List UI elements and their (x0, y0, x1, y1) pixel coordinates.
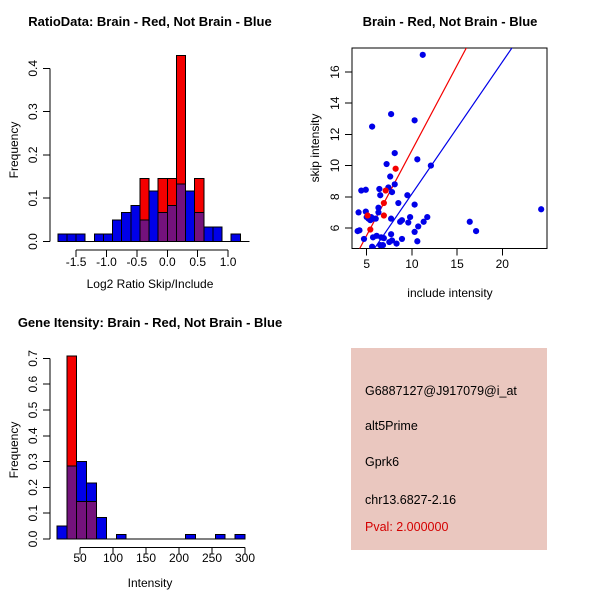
tick-label: 1.0 (219, 255, 237, 269)
histogram-bar (77, 462, 87, 502)
data-point-blue (467, 219, 473, 225)
data-point-blue (376, 186, 382, 192)
gene-name-text: Gprk6 (365, 455, 400, 469)
splice-type-text: alt5Prime (365, 419, 418, 433)
histogram-bar (116, 535, 126, 539)
histogram-bar (158, 179, 167, 213)
data-point-red (383, 187, 389, 193)
histogram-bar (140, 220, 149, 242)
data-point-blue (377, 192, 383, 198)
histogram-bar (113, 220, 122, 242)
panel-ratio-histogram (0, 0, 300, 300)
tick-label: 16 (328, 65, 342, 79)
data-point-blue (388, 111, 394, 117)
data-point-red (365, 212, 371, 218)
tick-label: 12 (328, 127, 342, 142)
tick-label: 0.1 (26, 189, 40, 207)
tick-label: 10 (328, 158, 342, 173)
data-point-blue (415, 223, 421, 229)
panel-gene-histogram (0, 300, 300, 600)
data-point-blue (388, 231, 394, 237)
histogram-bar (131, 206, 140, 242)
tick-label: 150 (135, 551, 157, 565)
panel-gene-info (300, 300, 600, 600)
tick-label: 0.0 (26, 233, 40, 250)
histogram-bar (87, 502, 97, 539)
data-point-blue (397, 219, 403, 225)
tick-label: -1.0 (96, 255, 117, 269)
panel-scatter (300, 0, 600, 300)
gene-histogram-ylabel: Frequency (7, 421, 21, 479)
data-point-blue (414, 238, 420, 244)
histogram-bar (167, 179, 176, 206)
tick-label: 20 (495, 257, 509, 271)
data-point-blue (393, 241, 399, 247)
tick-label: -0.5 (126, 255, 148, 269)
data-point-blue (389, 189, 395, 195)
ratio-histogram-title: RatioData: Brain - Red, Not Brain - Blue (28, 14, 272, 29)
data-point-blue (412, 229, 418, 235)
data-point-blue (377, 242, 383, 248)
data-point-blue (373, 216, 379, 222)
data-point-blue (387, 173, 393, 179)
data-point-blue (405, 219, 411, 225)
pval-text: Pval: 2.000000 (365, 520, 449, 534)
histogram-bar (149, 191, 158, 242)
histogram-bar (67, 234, 76, 241)
data-point-blue (355, 209, 361, 215)
histogram-bar (186, 191, 195, 242)
data-point-blue (381, 235, 387, 241)
data-point-red (393, 166, 399, 172)
notbrain-fit-line (343, 0, 556, 294)
probe-id-text: G6887127@J917079@i_at (365, 384, 517, 398)
tick-label: 0.2 (26, 479, 40, 496)
histogram-bar (195, 212, 204, 241)
data-point-blue (399, 236, 405, 242)
gene-info-box (351, 348, 547, 550)
gene-histogram-title: Gene Itensity: Brain - Red, Not Brain - Blue (17, 315, 283, 330)
histogram-bar (76, 234, 85, 241)
histogram-bar (87, 483, 97, 502)
scatter-plot (300, 0, 600, 300)
histogram-bar (176, 55, 185, 184)
tick-label: 250 (201, 551, 223, 565)
tick-label: -1.5 (65, 255, 87, 269)
data-point-blue (395, 200, 401, 206)
histogram-bar (77, 502, 87, 539)
data-point-blue (356, 227, 362, 233)
tick-label: 0.4 (26, 427, 40, 445)
data-point-blue (369, 124, 375, 130)
histogram-bar (204, 227, 213, 241)
histogram-bar (57, 526, 67, 539)
data-point-blue (392, 181, 398, 187)
histogram-bar (97, 518, 107, 539)
tick-label: 15 (450, 257, 464, 271)
histogram-bar (140, 179, 149, 220)
histogram-bar (235, 535, 245, 539)
tick-label: 300 (234, 551, 256, 565)
tick-label: 0.3 (26, 453, 40, 470)
data-point-blue (538, 206, 544, 212)
histogram-bar (231, 234, 240, 241)
chromosome-location-text: chr13.6827-2.16 (365, 493, 457, 507)
data-point-blue (363, 187, 369, 193)
data-point-red (381, 200, 387, 206)
tick-label: 0.5 (26, 401, 40, 419)
data-point-blue (361, 236, 367, 242)
histogram-bar (158, 212, 167, 241)
histogram-bar (213, 227, 222, 241)
tick-label: 0.1 (26, 504, 40, 522)
ratio-histogram-xlabel: Log2 Ratio Skip/Include (86, 277, 214, 291)
data-point-blue (404, 192, 410, 198)
tick-label: 14 (328, 96, 342, 110)
histogram-bar (67, 466, 77, 539)
tick-label: 6 (328, 224, 342, 232)
tick-label: 0.6 (26, 375, 40, 393)
data-point-blue (375, 209, 381, 215)
tick-label: 50 (73, 551, 87, 565)
data-point-blue (424, 214, 430, 220)
tick-label: 0.0 (26, 530, 40, 548)
data-point-blue (388, 216, 394, 222)
data-point-blue (473, 228, 479, 234)
tick-label: 0.2 (26, 146, 40, 164)
data-point-blue (414, 156, 420, 162)
ratio-histogram-ylabel: Frequency (7, 121, 21, 179)
histogram-bar (167, 206, 176, 242)
tick-label: 10 (405, 257, 419, 271)
data-point-blue (412, 202, 418, 208)
histogram-bar (94, 234, 103, 241)
data-point-blue (428, 163, 434, 169)
tick-label: 0.7 (26, 350, 40, 367)
data-point-blue (392, 150, 398, 156)
scatter-title: Brain - Red, Not Brain - Blue (362, 14, 538, 29)
scatter-ylabel: skip intensity (308, 113, 322, 183)
gene-histogram-xlabel: Intensity (127, 576, 173, 590)
tick-label: 0.3 (26, 103, 40, 120)
data-point-blue (412, 117, 418, 123)
data-point-blue (420, 52, 426, 58)
histogram-bar (58, 234, 67, 241)
histogram-bar (176, 184, 185, 242)
data-point-red (381, 212, 387, 218)
tick-label: 8 (328, 193, 342, 201)
histogram-bar (122, 212, 131, 241)
tick-label: 5 (363, 257, 371, 271)
histogram-bar (215, 535, 225, 539)
histogram-bar (195, 179, 204, 213)
histogram-bar (67, 356, 77, 466)
gene-histogram-plot (0, 300, 300, 600)
tick-label: 0.4 (26, 59, 40, 77)
tick-label: 0.0 (158, 255, 176, 269)
histogram-bar (103, 234, 112, 241)
data-point-blue (383, 161, 389, 167)
tick-label: 0.5 (189, 255, 207, 269)
data-point-blue (407, 214, 413, 220)
tick-label: 100 (102, 551, 124, 565)
tick-label: 200 (168, 551, 190, 565)
histogram-bar (186, 535, 196, 539)
data-point-red (367, 226, 373, 232)
ratio-histogram-plot (0, 0, 300, 300)
scatter-xlabel: include intensity (407, 286, 493, 300)
